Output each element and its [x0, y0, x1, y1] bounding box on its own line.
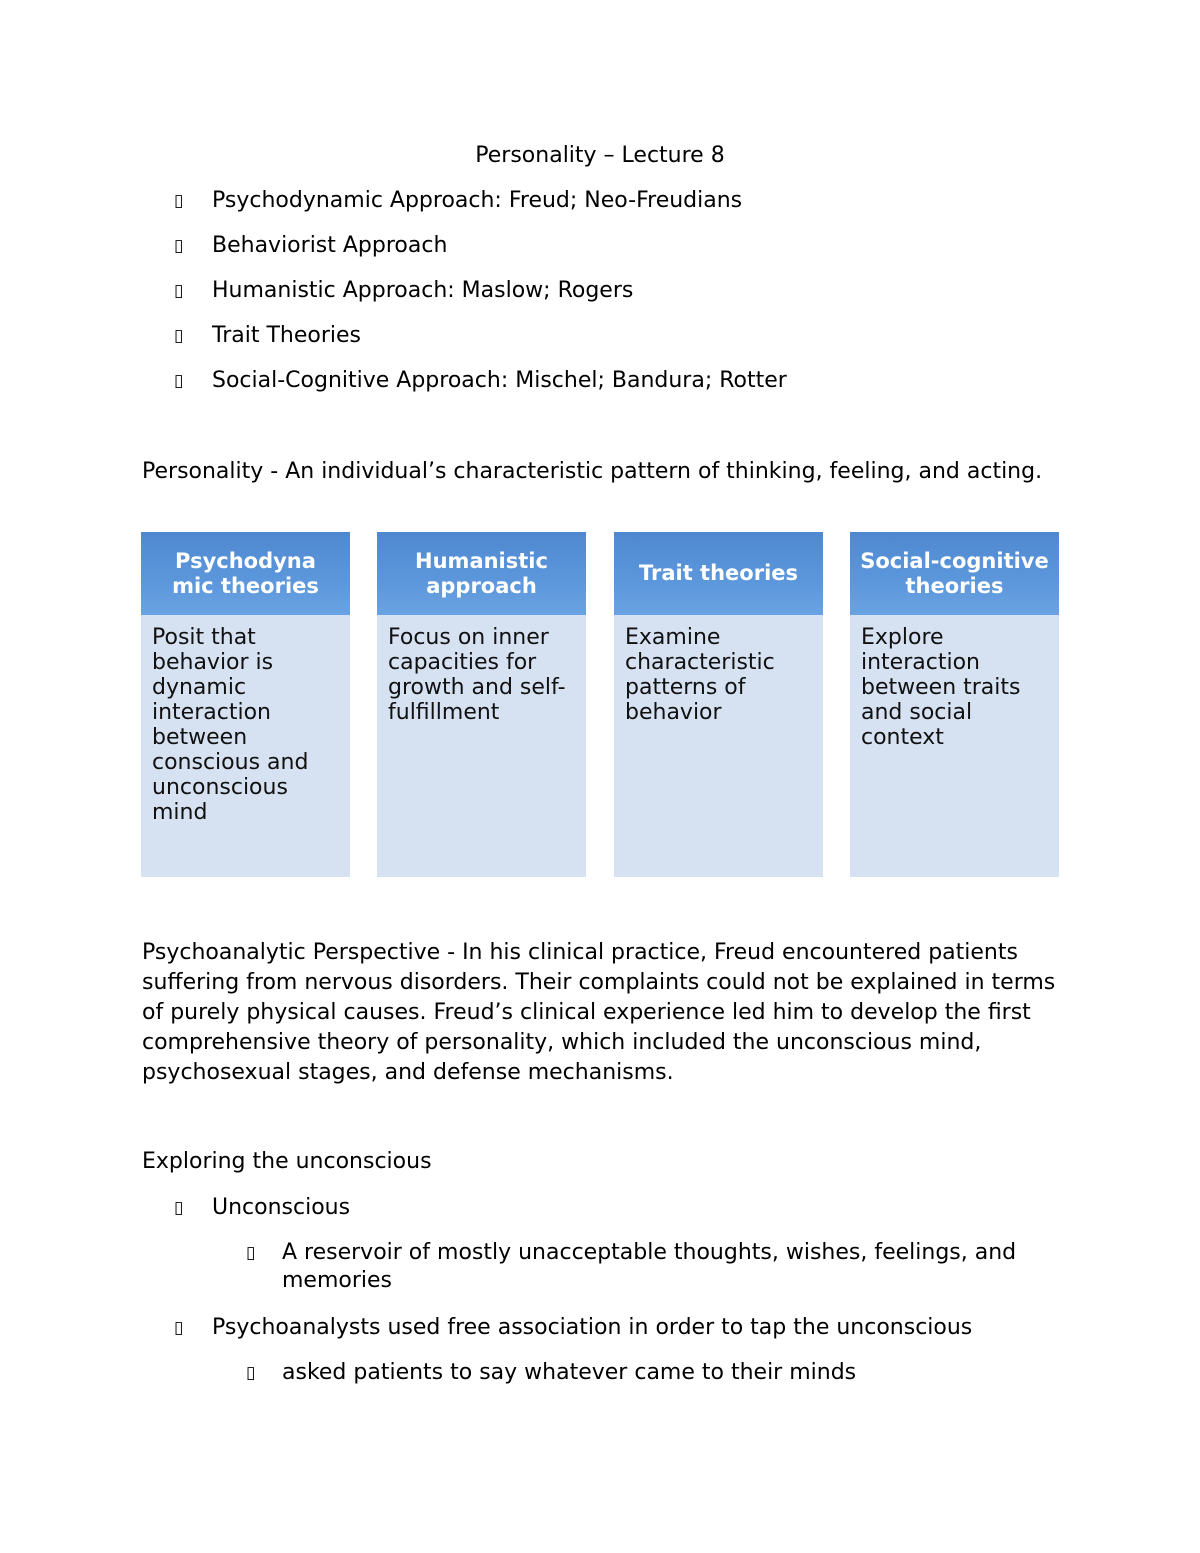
bullet-icon: ▯: [246, 1363, 256, 1383]
theory-box-heading: Humanistic approach: [377, 532, 586, 615]
theory-box-heading: Trait theories: [614, 532, 823, 615]
outline-item: [0, 1313, 1200, 1343]
outline-item: [0, 276, 1200, 306]
theory-boxes: [141, 532, 1059, 877]
sub-list-item-label: asked patients to say whatever came to their minds: [282, 1360, 857, 1385]
theory-box-heading: Social-cognitive theories: [850, 532, 1059, 615]
personality-definition: Personality - An individual’s characteristic pattern of thinking, feeling, and acting.: [142, 459, 1043, 484]
theory-box-trait: [614, 532, 823, 877]
theory-box-humanistic: [377, 532, 586, 877]
outline-item: [0, 231, 1200, 261]
bullet-icon: ▯: [174, 1198, 184, 1218]
exploring-heading: Exploring the unconscious: [142, 1149, 432, 1174]
theory-box-body: Examine characteristic patterns of behavior: [614, 615, 823, 877]
bullet-icon: ▯: [174, 191, 184, 211]
outline-item: [0, 186, 1200, 216]
theory-box-psychodynamic: [141, 532, 350, 877]
bullet-icon: ▯: [174, 1318, 184, 1338]
theory-box-body: Explore interaction between traits and social context: [850, 615, 1059, 877]
outline-item-label: Social-Cognitive Approach: Mischel; Bandura; Rotter: [212, 368, 787, 393]
sub-list-item-label: A reservoir of mostly unacceptable thoughts, wishes, feelings, and memories: [282, 1240, 1017, 1293]
theory-box-heading: Psychodyna mic theories: [141, 532, 350, 615]
theory-box-body: Focus on inner capacities for growth and self-fulfillment: [377, 615, 586, 877]
outline-item-label: Humanistic Approach: Maslow; Rogers: [212, 278, 634, 303]
page-title: Personality – Lecture 8: [475, 143, 725, 168]
outline-item: [0, 1193, 1200, 1223]
bullet-icon: ▯: [174, 371, 184, 391]
outline-item-label: Psychodynamic Approach: Freud; Neo-Freudians: [212, 188, 743, 213]
bullet-icon: ▯: [174, 236, 184, 256]
outline-item-label: Unconscious: [212, 1195, 351, 1220]
bullet-icon: ▯: [174, 281, 184, 301]
theory-box-social-cognitive: [850, 532, 1059, 877]
bullet-icon: ▯: [246, 1243, 256, 1263]
outline-item: [0, 321, 1200, 351]
outline-item-label: Psychoanalysts used free association in order to tap the unconscious: [212, 1315, 973, 1340]
outline-item-label: Behaviorist Approach: [212, 233, 448, 258]
bullet-icon: ▯: [174, 326, 184, 346]
outline-item: [0, 366, 1200, 396]
outline-item-label: Trait Theories: [212, 323, 361, 348]
psychoanalytic-paragraph: Psychoanalytic Perspective - In his clinical practice, Freud encountered patients suffering from nervous disorders. Their complaints could not be explained in terms of purely physical causes. Freud’s clinical experience led him to develop the first comprehensive theory of personality, which included the unconscious mind, psychosexual stages, and defense mechanisms.: [142, 940, 1056, 1085]
theory-box-body: Posit that behavior is dynamic interaction between conscious and unconscious mind: [141, 615, 350, 877]
